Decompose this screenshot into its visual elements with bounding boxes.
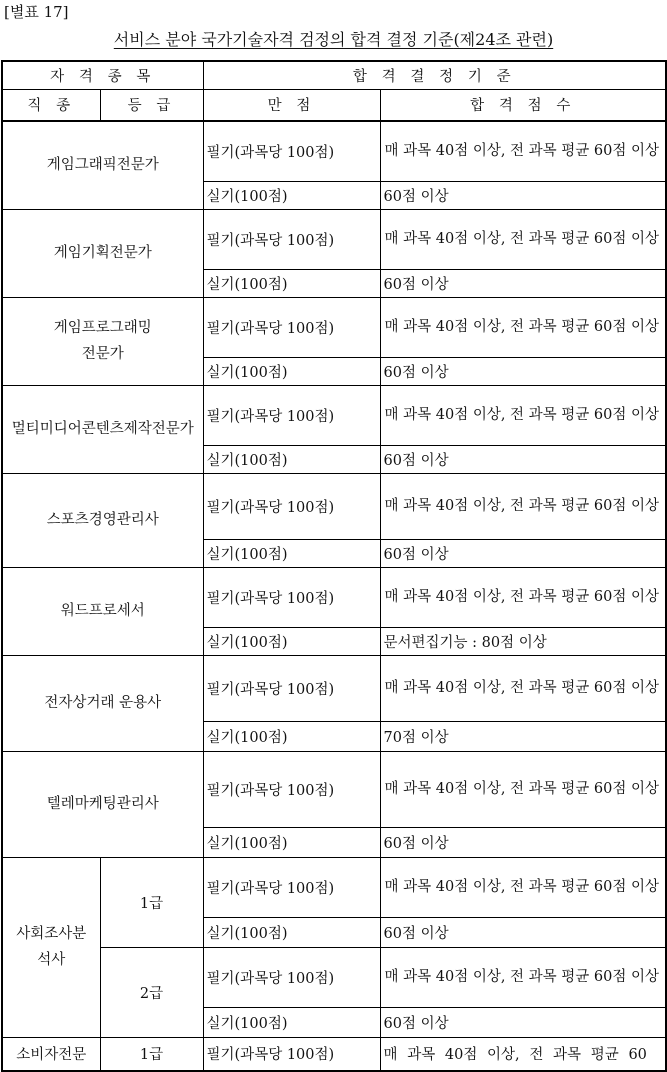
practical-pass-score: 60점 이상 [380,269,666,297]
written-exam: 필기(과목당 100점) [203,121,380,181]
table-row [2,655,666,721]
practical-exam: 실기(100점) [203,445,380,473]
written-exam: 필기(과목당 100점) [203,209,380,269]
practical-pass-score: 60점 이상 [380,917,666,947]
header-criteria: 합 격 결 정 기 준 [203,61,666,89]
written-pass-score: 매 과목 40점 이상, 전 과목 평균 60점 이상 [380,121,666,181]
practical-exam: 실기(100점) [203,917,380,947]
annex-label: [별표 17] [4,3,69,21]
job-name: 소비자전문 [2,1037,100,1071]
practical-exam: 실기(100점) [203,627,380,655]
job-name: 텔레마케팅관리사 [2,751,203,857]
written-exam: 필기(과목당 100점) [203,655,380,721]
written-exam: 필기(과목당 100점) [203,473,380,539]
written-pass-score: 매 과목 40점 이상, 전 과목 평균 60점 이상 [380,385,666,445]
table-row [2,473,666,539]
job-name: 스포츠경영관리사 [2,473,203,567]
page-title [0,27,667,50]
job-name: 멀티미디어콘텐츠제작전문가 [2,385,203,473]
written-pass-score: 매 과목 40점 이상, 전 과목 평균 60점 이상 [380,209,666,269]
header-job: 직 종 [2,89,100,121]
practical-pass-score: 60점 이상 [380,445,666,473]
table-row [2,567,666,627]
table-row [2,1037,666,1071]
practical-pass-score: 문서편집기능 : 80점 이상 [380,627,666,655]
grade-cell: 2급 [100,947,203,1037]
header-grade: 등 급 [100,89,203,121]
job-name: 게임기획전문가 [2,209,203,297]
practical-exam: 실기(100점) [203,181,380,209]
written-pass-score: 매 과목 40점 이상, 전 과목 평균 60 [380,1037,666,1071]
table-row [2,209,666,269]
practical-exam: 실기(100점) [203,827,380,857]
grade-cell: 1급 [100,1037,203,1071]
practical-exam: 실기(100점) [203,1007,380,1037]
written-exam: 필기(과목당 100점) [203,751,380,827]
written-pass-score: 매 과목 40점 이상, 전 과목 평균 60점 이상 [380,751,666,827]
header-pass-score: 합 격 점 수 [380,89,666,121]
written-exam: 필기(과목당 100점) [203,1037,380,1071]
practical-pass-score: 60점 이상 [380,181,666,209]
job-name: 워드프로세서 [2,567,203,655]
practical-exam: 실기(100점) [203,721,380,751]
written-exam: 필기(과목당 100점) [203,385,380,445]
job-name: 전자상거래 운용사 [2,655,203,751]
practical-pass-score: 60점 이상 [380,357,666,385]
written-pass-score: 매 과목 40점 이상, 전 과목 평균 60점 이상 [380,655,666,721]
written-pass-score: 매 과목 40점 이상, 전 과목 평균 60점 이상 [380,297,666,357]
practical-pass-score: 70점 이상 [380,721,666,751]
table-row [2,385,666,445]
written-exam: 필기(과목당 100점) [203,297,380,357]
header-full-score: 만 점 [203,89,380,121]
title-text: 서비스 분야 국가기술자격 검정의 합격 결정 기준 [113,30,454,49]
table-row [2,751,666,827]
job-name: 게임그래픽전문가 [2,121,203,209]
title-suffix: (제24조 관련) [453,30,554,49]
criteria-table [1,60,667,1072]
table-row [2,297,666,357]
written-pass-score: 매 과목 40점 이상, 전 과목 평균 60점 이상 [380,947,666,1007]
practical-pass-score: 60점 이상 [380,539,666,567]
table-row [2,947,666,1007]
practical-exam: 실기(100점) [203,539,380,567]
job-name: 게임프로그래밍 전문가 [2,297,203,385]
table-row [2,121,666,181]
written-pass-score: 매 과목 40점 이상, 전 과목 평균 60점 이상 [380,857,666,917]
practical-exam: 실기(100점) [203,269,380,297]
written-pass-score: 매 과목 40점 이상, 전 과목 평균 60점 이상 [380,473,666,539]
written-exam: 필기(과목당 100점) [203,857,380,917]
job-name: 사회조사분 석사 [2,857,100,1037]
grade-cell: 1급 [100,857,203,947]
written-pass-score: 매 과목 40점 이상, 전 과목 평균 60점 이상 [380,567,666,627]
practical-pass-score: 60점 이상 [380,1007,666,1037]
header-qualification: 자 격 종 목 [2,61,203,89]
practical-pass-score: 60점 이상 [380,827,666,857]
table-row [2,857,666,917]
written-exam: 필기(과목당 100점) [203,947,380,1007]
written-exam: 필기(과목당 100점) [203,567,380,627]
practical-exam: 실기(100점) [203,357,380,385]
table-body [2,121,666,1071]
